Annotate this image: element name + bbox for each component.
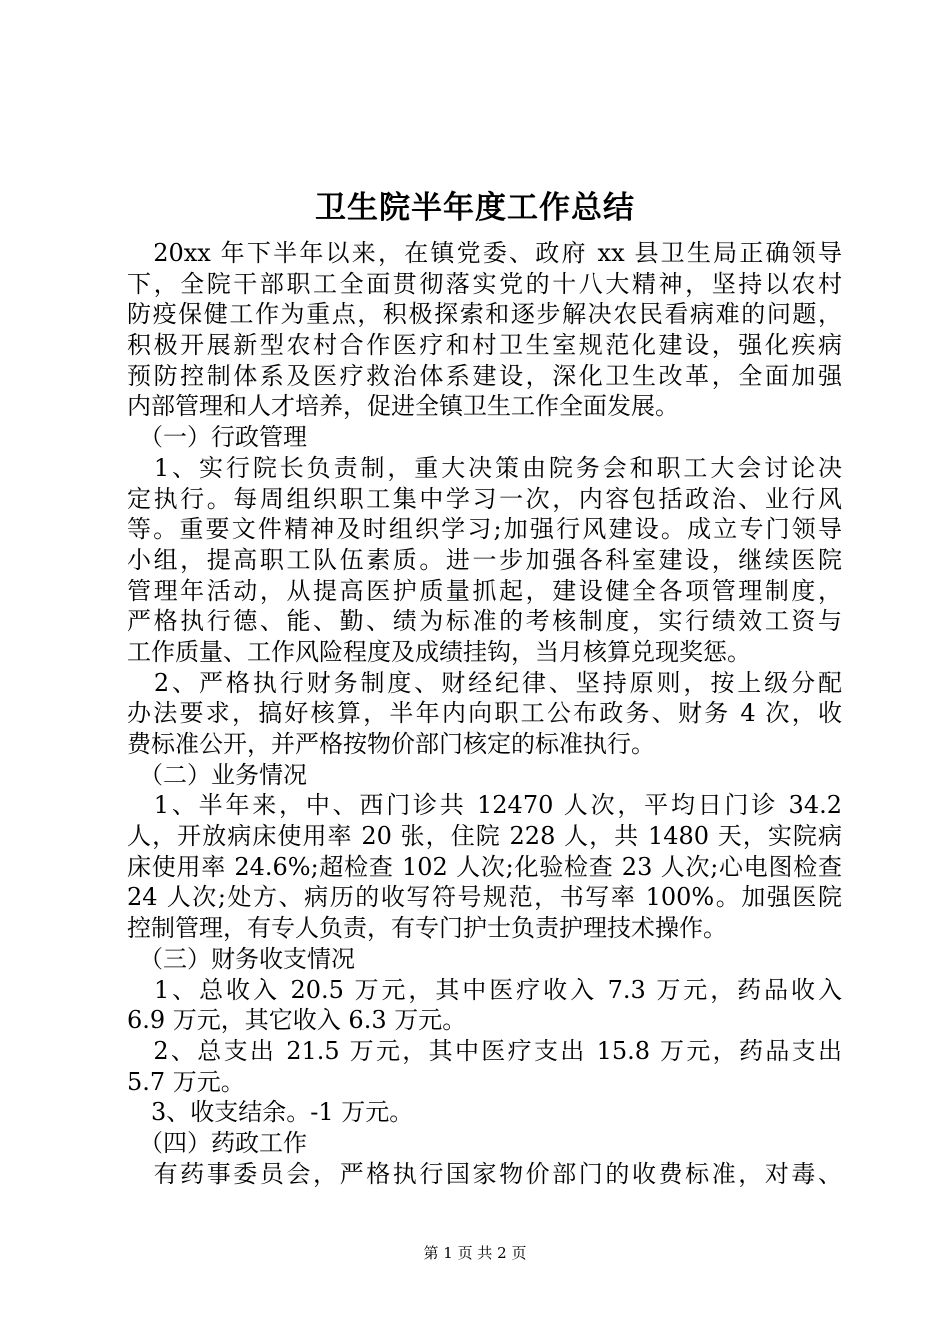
text-line: 控制管理，有专人负责，有专门护士负责护理技术操作。 <box>127 914 727 943</box>
text-line: 1、总收入 20.5 万元，其中医疗收入 7.3 万元，药品收入 <box>127 975 842 1004</box>
text-line: 严格执行德、能、勤、绩为标准的考核制度，实行绩效工资与 <box>127 607 842 636</box>
section-heading: （一）行政管理 <box>127 423 307 452</box>
text-line: 工作质量、工作风险程度及成绩挂钩，当月核算兑现奖惩。 <box>127 637 751 666</box>
text-line: 防疫保健工作为重点，积极探索和逐步解决农民看病难的问题， <box>127 300 842 329</box>
text-line: 2、严格执行财务制度、财经纪律、坚持原则，按上级分配 <box>127 668 842 697</box>
text-line: 20xx 年下半年以来，在镇党委、政府 xx 县卫生局正确领导 <box>127 239 842 267</box>
section-heading: （三）财务收支情况 <box>127 944 355 973</box>
text-line: 下，全院干部职工全面贯彻落实党的十八大精神，坚持以农村 <box>127 269 842 298</box>
text-line: 等。重要文件精神及时组织学习;加强行风建设。成立专门领导 <box>127 515 842 544</box>
text-line: 1、实行院长负责制，重大决策由院务会和职工大会讨论决 <box>127 453 842 482</box>
text-line: 小组，提高职工队伍素质。进一步加强各科室建设，继续医院 <box>127 545 842 574</box>
text-line: 内部管理和人才培养，促进全镇卫生工作全面发展。 <box>127 392 679 421</box>
page-footer: 第 1 页 共 2 页 <box>423 1244 527 1262</box>
text-line: 床使用率 24.6%;超检查 102 人次;化验检查 23 人次;心电图检查 <box>127 852 842 881</box>
text-line: 人，开放病床使用率 20 张，住院 228 人，共 1480 天，实院病 <box>127 822 842 851</box>
text-line: 费标准公开，并严格按物价部门核定的标准执行。 <box>127 730 655 758</box>
document-body <box>127 238 842 1189</box>
text-line: 3、收支结余。-1 万元。 <box>127 1098 414 1127</box>
section-heading: （二）业务情况 <box>127 760 307 789</box>
section-heading: （四）药政工作 <box>127 1128 307 1157</box>
text-line: 6.9 万元，其它收入 6.3 万元。 <box>127 1006 467 1035</box>
text-line: 积极开展新型农村合作医疗和村卫生室规范化建设，强化疾病 <box>127 331 842 360</box>
text-line: 2、总支出 21.5 万元，其中医疗支出 15.8 万元，药品支出 <box>127 1036 842 1065</box>
text-line: 预防控制体系及医疗救治体系建设，深化卫生改革，全面加强 <box>127 361 842 390</box>
text-line: 有药事委员会，严格执行国家物价部门的收费标准，对毒、 <box>127 1159 842 1188</box>
text-line: 办法要求，搞好核算，半年内向职工公布政务、财务 4 次，收 <box>127 699 842 728</box>
text-line: 24 人次;处方、病历的收写符号规范，书写率 100%。加强医院 <box>127 883 842 912</box>
text-line: 5.7 万元。 <box>127 1067 245 1096</box>
text-line: 管理年活动，从提高医护质量抓起，建设健全各项管理制度， <box>127 576 842 605</box>
text-line: 定执行。每周组织职工集中学习一次，内容包括政治、业行风 <box>127 484 842 513</box>
text-line: 1、半年来，中、西门诊共 12470 人次，平均日门诊 34.2 <box>127 791 842 820</box>
document-title: 卫生院半年度工作总结 <box>315 190 635 226</box>
